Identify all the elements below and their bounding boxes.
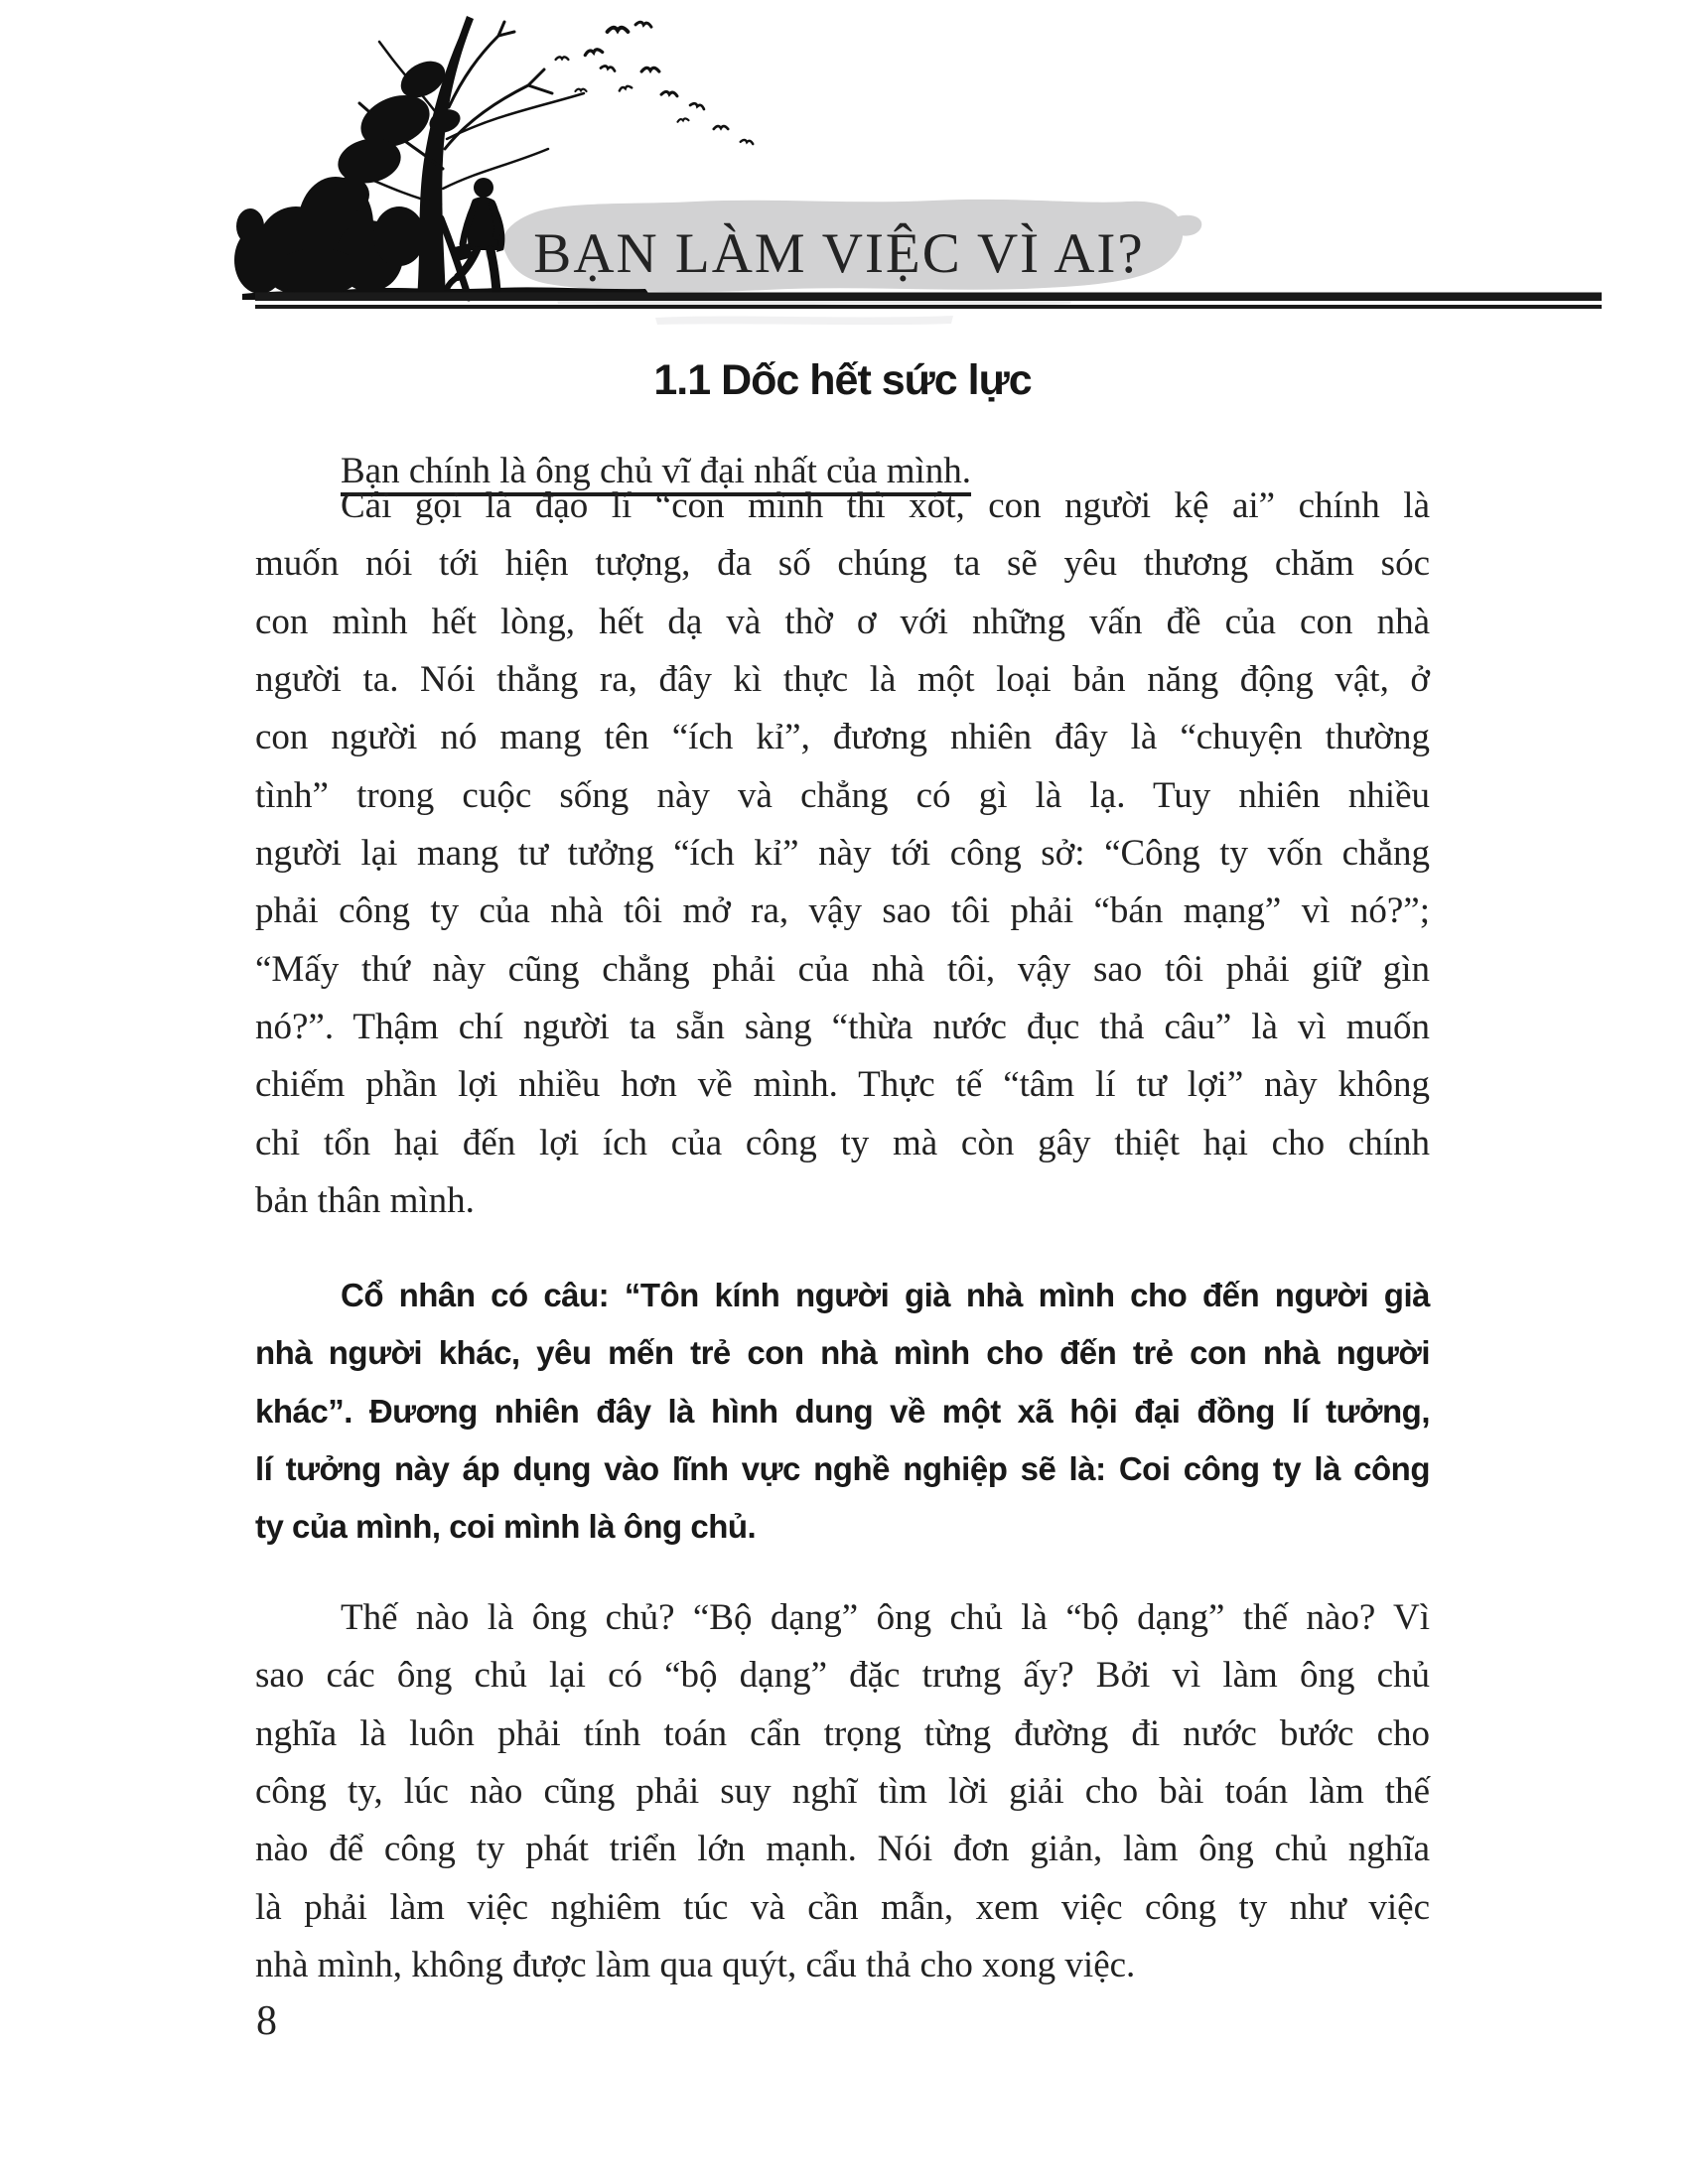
paragraph-1 (255, 478, 1430, 1230)
text-line: người ta. Nói thẳng ra, đây kì thực là một loại bản năng động vật, ở (255, 659, 1430, 701)
text-line: người lại mang tư tưởng “ích kỉ” này tới công sở: “Công ty vốn chẳng (255, 833, 1430, 875)
text-line: chỉ tổn hại đến lợi ích của công ty mà còn gây thiệt hại cho chính (255, 1122, 1430, 1163)
text-line: nó?”. Thậm chí người ta sẵn sàng “thừa nước đục thả câu” là vì muốn (255, 1007, 1430, 1048)
text-line: Cổ nhân có câu: “Tôn kính người già nhà mình cho đến người già (341, 1277, 1430, 1313)
text-line: phải công ty của nhà tôi mở ra, vậy sao tôi phải “bán mạng” vì nó?”; (255, 890, 1430, 932)
paragraph-3 (255, 1589, 1430, 1994)
text-line: ty của mình, coi mình là ông chủ. (255, 1508, 757, 1546)
text-line: Cái gọi là đạo lí “con mình thì xót, con người kệ ai” chính là (341, 485, 1430, 526)
text-line: nhà người khác, yêu mến trẻ con nhà mình cho đến trẻ con nhà người (255, 1334, 1430, 1372)
text-line: Thế nào là ông chủ? “Bộ dạng” ông chủ là “bộ dạng” thế nào? Vì (341, 1597, 1430, 1638)
text-line: lí tưởng này áp dụng vào lĩnh vực nghề nghiệp sẽ là: Coi công ty là công (255, 1450, 1430, 1488)
text-line: con người nó mang tên “ích kỉ”, đương nhiên đây là “chuyện thường (255, 717, 1430, 758)
page-number: 8 (256, 1998, 277, 2044)
text-line: tình” trong cuộc sống này và chẳng có gì là lạ. Tuy nhiên nhiều (255, 774, 1430, 816)
text-line: muốn nói tới hiện tượng, đa số chúng ta sẽ yêu thương chăm sóc (255, 543, 1430, 585)
section-heading: 1.1 Dốc hết sức lực (653, 355, 1032, 404)
text-line: là phải làm việc nghiêm túc và cần mẫn, xem việc công ty như việc (255, 1886, 1430, 1928)
paragraph-2-bold (255, 1267, 1430, 1557)
text-line: khác”. Đương nhiên đây là hình dung về một xã hội đại đồng lí tưởng, (255, 1392, 1430, 1430)
header-rule-thick (255, 293, 1602, 302)
text-line: chiếm phần lợi nhiều hơn về mình. Thực tế “tâm lí tư lợi” này không (255, 1064, 1430, 1106)
text-line: con mình hết lòng, hết dạ và thờ ơ với những vấn đề của con nhà (255, 601, 1430, 642)
walking-man-icon (447, 178, 507, 298)
text-line: bản thân mình. (255, 1180, 475, 1222)
header-illustration (0, 0, 1688, 338)
text-line: nhà mình, không được làm qua quýt, cẩu thả cho xong việc. (255, 1945, 1136, 1986)
birds-icon (556, 22, 754, 144)
text-line: sao các ông chủ lại có “bộ dạng” đặc trưng ấy? Bởi vì làm ông chủ (255, 1655, 1430, 1697)
lead-underlined-text: Bạn chính là ông chủ vĩ đại nhất của mình. (341, 451, 972, 491)
bush-silhouette-icon (234, 177, 425, 300)
text-line: “Mấy thứ này cũng chẳng phải của nhà tôi, vậy sao tôi phải giữ gìn (255, 948, 1430, 990)
chapter-title: BẠN LÀM VIỆC VÌ AI? (533, 222, 1145, 285)
text-line: nào để công ty phát triển lớn mạnh. Nói đơn giản, làm ông chủ nghĩa (255, 1829, 1430, 1870)
header-rule-thin (255, 305, 1602, 309)
text-line: công ty, lúc nào cũng phải suy nghĩ tìm lời giải cho bài toán làm thế (255, 1771, 1430, 1813)
text-line: nghĩa là luôn phải tính toán cẩn trọng từng đường đi nước bước cho (255, 1712, 1430, 1754)
